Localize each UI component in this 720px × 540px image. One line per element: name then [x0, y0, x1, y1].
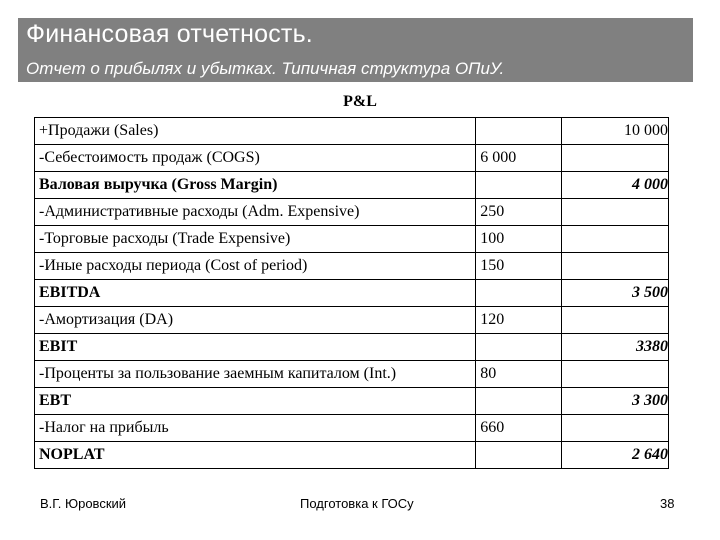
row-total: 3 500	[562, 280, 669, 307]
slide-title: Финансовая отчетность.	[26, 20, 313, 48]
row-label: -Амортизация (DA)	[35, 307, 476, 334]
row-total: 3 300	[562, 388, 669, 415]
row-value	[476, 442, 562, 469]
table-row	[35, 442, 669, 469]
row-value	[476, 334, 562, 361]
row-label: -Себестоимость продаж (COGS)	[35, 145, 476, 172]
row-total	[562, 307, 669, 334]
table-title: P&L	[343, 93, 377, 110]
row-value: 660	[476, 415, 562, 442]
row-label: +Продажи (Sales)	[35, 118, 476, 145]
row-label: -Иные расходы периода (Cost of period)	[35, 253, 476, 280]
row-value: 250	[476, 199, 562, 226]
row-total: 10 000	[562, 118, 669, 145]
row-label: EBT	[35, 388, 476, 415]
row-label: NOPLAT	[35, 442, 476, 469]
pl-table	[34, 117, 669, 469]
table-row	[35, 118, 669, 145]
row-total: 2 640	[562, 442, 669, 469]
row-value	[476, 172, 562, 199]
row-total: 4 000	[562, 172, 669, 199]
table-row	[35, 145, 669, 172]
row-label: EBITDA	[35, 280, 476, 307]
row-value: 120	[476, 307, 562, 334]
row-total	[562, 361, 669, 388]
row-total	[562, 226, 669, 253]
row-value: 100	[476, 226, 562, 253]
table-row	[35, 253, 669, 280]
table-row	[35, 361, 669, 388]
row-value	[476, 388, 562, 415]
row-label: Валовая выручка (Gross Margin)	[35, 172, 476, 199]
row-label: -Административные расходы (Adm. Expensive)	[35, 199, 476, 226]
table-row	[35, 388, 669, 415]
row-value: 150	[476, 253, 562, 280]
table-row	[35, 172, 669, 199]
row-total: 3380	[562, 334, 669, 361]
row-total	[562, 199, 669, 226]
row-value	[476, 280, 562, 307]
footer-author: В.Г. Юровский	[40, 496, 127, 511]
row-label: -Торговые расходы (Trade Expensive)	[35, 226, 476, 253]
row-value: 6 000	[476, 145, 562, 172]
row-total	[562, 415, 669, 442]
table-row	[35, 307, 669, 334]
table-row	[35, 415, 669, 442]
table-row	[35, 226, 669, 253]
row-total	[562, 145, 669, 172]
row-total	[562, 253, 669, 280]
row-value: 80	[476, 361, 562, 388]
row-label: -Проценты за пользование заемным капиталом (Int.)	[35, 361, 476, 388]
table-row	[35, 334, 669, 361]
table-row	[35, 280, 669, 307]
page-number: 38	[660, 496, 675, 511]
row-value	[476, 118, 562, 145]
row-label: -Налог на прибыль	[35, 415, 476, 442]
table-row	[35, 199, 669, 226]
footer-course: Подготовка к ГОСу	[300, 496, 414, 511]
row-label: EBIT	[35, 334, 476, 361]
slide-header	[18, 18, 693, 82]
slide-subtitle: Отчет о прибылях и убытках. Типичная структура ОПиУ.	[26, 59, 505, 78]
